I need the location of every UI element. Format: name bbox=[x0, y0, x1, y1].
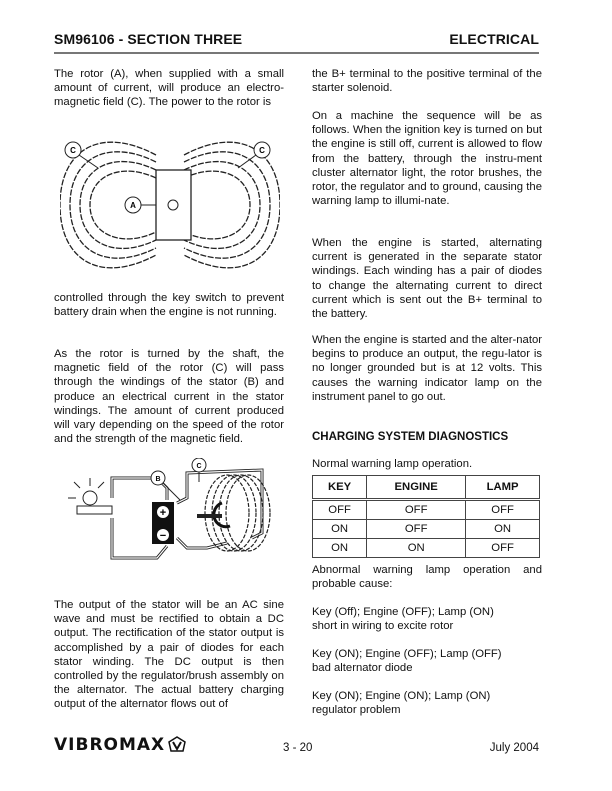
svg-text:C: C bbox=[196, 463, 202, 470]
header-rule bbox=[54, 52, 539, 54]
cause-state: Key (Off); Engine (OFF); Lamp (ON) bbox=[312, 606, 494, 618]
right-paragraph-1 bbox=[312, 67, 542, 95]
cell-lamp: ON bbox=[466, 520, 540, 539]
page-number: 3 - 20 bbox=[283, 742, 313, 754]
table-row bbox=[313, 539, 540, 558]
cause-state: Key (ON); Engine (OFF); Lamp (OFF) bbox=[312, 648, 502, 660]
paragraph-text: controlled through the key switch to prevent battery drain when the engine is not running. bbox=[54, 292, 284, 319]
cause-text: short in wiring to excite rotor bbox=[312, 620, 454, 633]
left-paragraph-1 bbox=[54, 67, 284, 110]
publication-date: July 2004 bbox=[489, 742, 539, 754]
left-paragraph-2 bbox=[54, 291, 284, 319]
cause-text: bad alternator diode bbox=[312, 662, 413, 675]
cause-item-3 bbox=[312, 689, 542, 717]
cell-engine: OFF bbox=[367, 500, 466, 520]
svg-text:C: C bbox=[70, 146, 76, 155]
cell-key: ON bbox=[313, 520, 367, 539]
vibromax-emblem-icon bbox=[168, 736, 186, 754]
cell-lamp: OFF bbox=[466, 539, 540, 558]
cell-engine: OFF bbox=[367, 520, 466, 539]
cause-item-1 bbox=[312, 605, 542, 633]
paragraph-text: When the engine is started, alternating current is generated in the separate stator windings. Each winding has a pair of diodes to change the alternating current to direct current which is sent out the B+ terminal to the battery. bbox=[312, 237, 542, 321]
label-text: Abnormal warning lamp operation and probable cause: bbox=[312, 564, 542, 591]
right-paragraph-2 bbox=[312, 109, 542, 208]
header-key: KEY bbox=[313, 476, 367, 500]
paragraph-text: The output of the stator will be an AC sine wave and must be rectified to obtain a DC output. The rectification of the stator output is accomplished by a pair of diodes for each stator winding. The DC output is then controlled by the regulator/brush assembly on the alternator. The actual battery charging output of the alternator flows out of bbox=[54, 599, 284, 711]
cause-item-2 bbox=[312, 647, 542, 675]
cell-key: OFF bbox=[313, 500, 367, 520]
right-paragraph-3 bbox=[312, 236, 542, 321]
table-row bbox=[313, 500, 540, 520]
paragraph-text: As the rotor is turned by the shaft, the magnetic field of the rotor (C) will pass through the windings of the stator (B) and produce an electrical current in the stator windings. The amount of current produced will vary depending on the speed of the rotor and the strength of the magnetic field. bbox=[54, 348, 284, 446]
rotor-field-figure bbox=[60, 130, 280, 280]
svg-text:+: + bbox=[159, 507, 167, 519]
header-section-title: SM96106 - SECTION THREE bbox=[54, 31, 243, 47]
paragraph-text: the B+ terminal to the positive terminal of the starter solenoid. bbox=[312, 68, 542, 95]
table-row bbox=[313, 520, 540, 539]
cell-key: ON bbox=[313, 539, 367, 558]
svg-text:A: A bbox=[130, 201, 136, 210]
paragraph-text: When the engine is started and the alter-nator begins to produce an output, the regu-lator is no longer grounded but is at 12 volts. This causes the warning indicator lamp on the instrument panel to go out. bbox=[312, 334, 542, 403]
stator-circuit-figure bbox=[62, 458, 272, 573]
lamp-operation-table bbox=[312, 475, 540, 558]
header-engine: ENGINE bbox=[367, 476, 466, 500]
svg-text:B: B bbox=[155, 476, 161, 483]
cause-state: Key (ON); Engine (ON); Lamp (ON) bbox=[312, 690, 491, 702]
paragraph-text: The rotor (A), when supplied with a small amount of current, will produce an electro-magnetic field (C). The power to the rotor is bbox=[54, 68, 284, 109]
cause-text: regulator problem bbox=[312, 704, 401, 717]
label-text: Normal warning lamp operation. bbox=[312, 458, 473, 470]
normal-operation-label bbox=[312, 457, 542, 471]
left-paragraph-4 bbox=[54, 598, 284, 712]
svg-text:C: C bbox=[259, 146, 265, 155]
right-paragraph-4 bbox=[312, 333, 542, 404]
diagnostics-heading: CHARGING SYSTEM DIAGNOSTICS bbox=[312, 431, 509, 443]
cell-engine: ON bbox=[367, 539, 466, 558]
cell-lamp: OFF bbox=[466, 500, 540, 520]
svg-text:−: − bbox=[159, 530, 167, 542]
header-lamp: LAMP bbox=[466, 476, 540, 500]
vibromax-logo bbox=[54, 735, 186, 755]
abnormal-operation-label bbox=[312, 563, 542, 591]
paragraph-text: On a machine the sequence will be as follows. When the ignition key is turned on but the engine is still off, current is allowed to flow from the battery, through the instru-ment cluster alternator light, the rotor brushes, the rotor, the regulator and to ground, causing the warning lamp to illumi-nate. bbox=[312, 110, 542, 208]
left-paragraph-3 bbox=[54, 347, 284, 446]
header-chapter-title: ELECTRICAL bbox=[449, 31, 539, 47]
table-header-row bbox=[313, 476, 540, 500]
logo-text: VIBROMAX bbox=[54, 735, 166, 755]
